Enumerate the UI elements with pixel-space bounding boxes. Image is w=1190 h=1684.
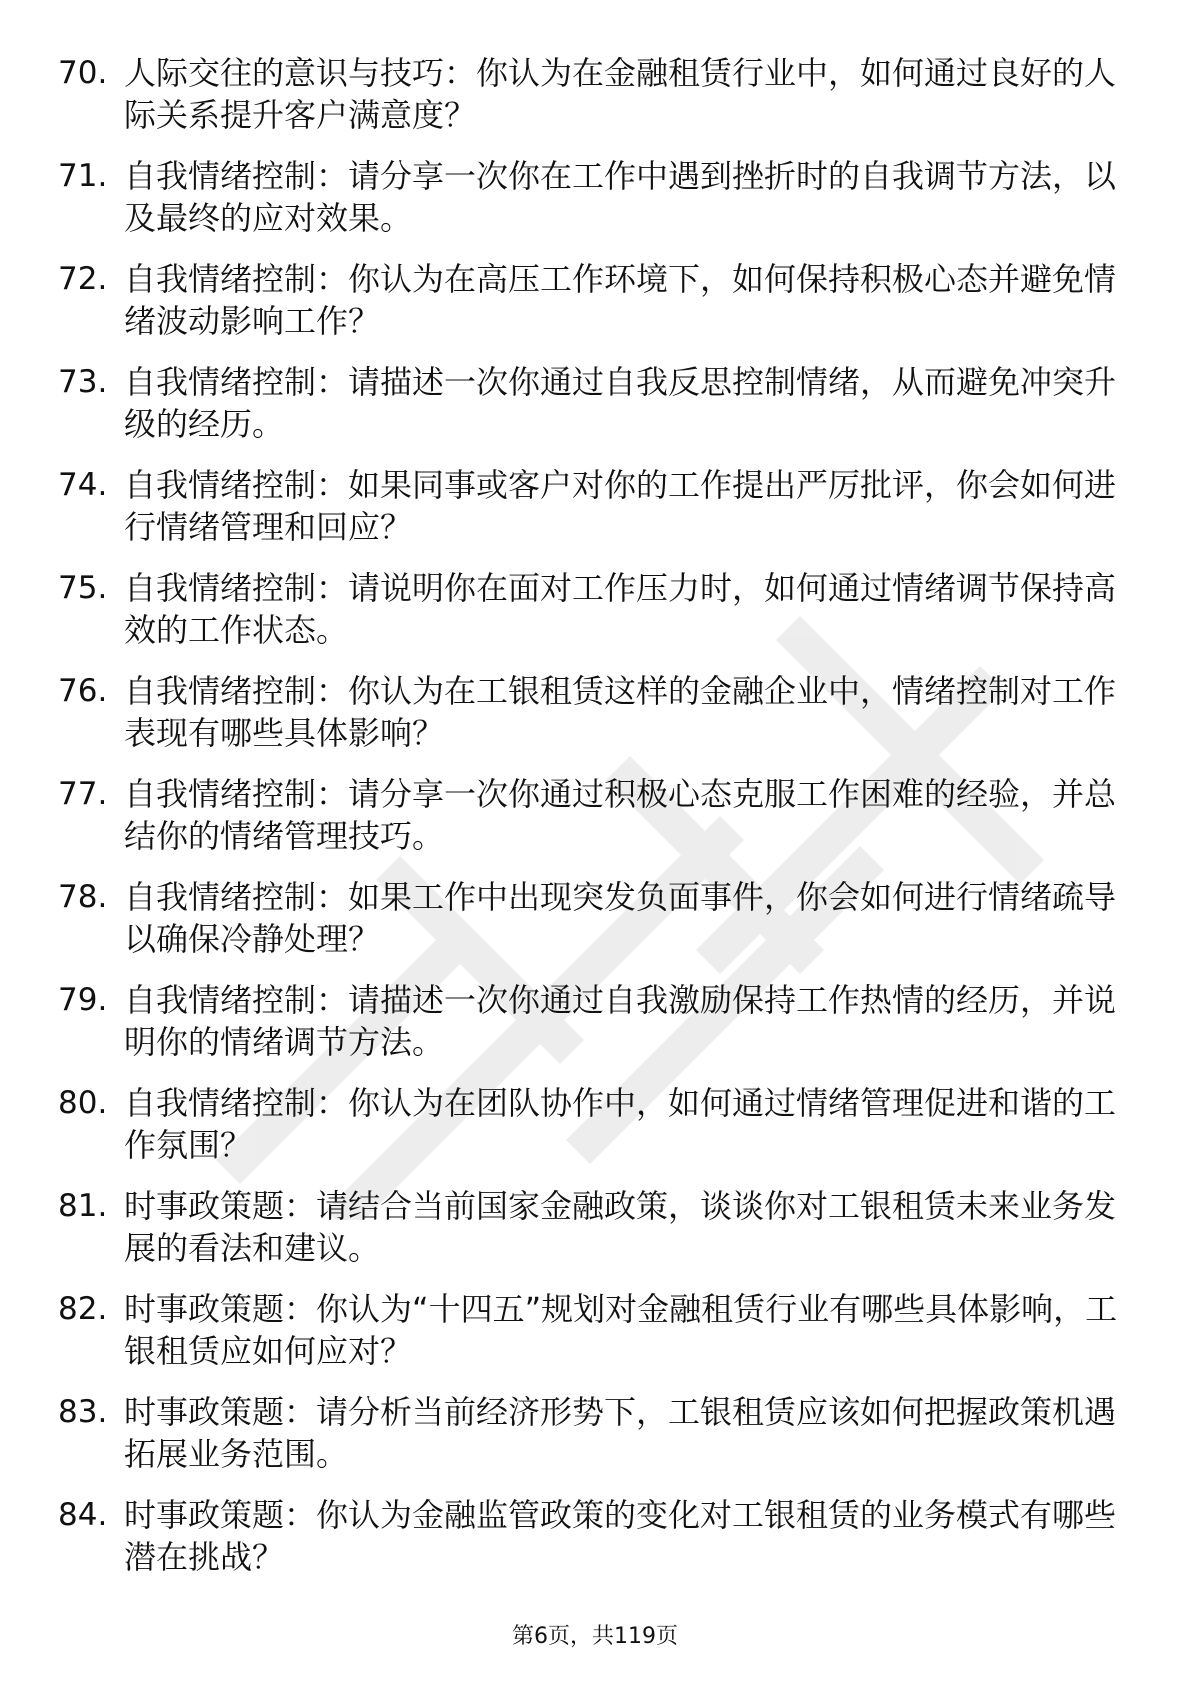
question-number: 82. bbox=[58, 1291, 108, 1327]
question-number: 76. bbox=[58, 673, 108, 709]
list-item bbox=[58, 979, 1118, 1082]
question-text: 自我情绪控制：请分享一次你在工作中遇到挫折时的自我调节方法，以及最终的应对效果。 bbox=[124, 157, 1117, 237]
question-number: 83. bbox=[58, 1394, 108, 1430]
list-item bbox=[58, 773, 1118, 876]
question-text: 时事政策题：你认为“十四五”规划对金融租赁行业有哪些具体影响，工银租赁应如何应对？ bbox=[124, 1290, 1118, 1370]
question-text: 时事政策题：请分析当前经济形势下，工银租赁应该如何把握政策机遇拓展业务范围。 bbox=[124, 1393, 1117, 1473]
list-item bbox=[58, 567, 1118, 670]
list-item bbox=[58, 52, 1118, 155]
question-text: 自我情绪控制：请说明你在面对工作压力时，如何通过情绪调节保持高效的工作状态。 bbox=[124, 569, 1117, 649]
list-item bbox=[58, 464, 1118, 567]
list-item bbox=[58, 155, 1118, 258]
list-item bbox=[58, 1391, 1118, 1494]
question-number: 78. bbox=[58, 879, 108, 915]
question-number: 72. bbox=[58, 261, 108, 297]
question-text: 自我情绪控制：请分享一次你通过积极心态克服工作困难的经验，并总结你的情绪管理技巧。 bbox=[124, 775, 1117, 855]
question-list bbox=[58, 52, 1118, 1597]
question-number: 81. bbox=[58, 1188, 108, 1224]
list-item bbox=[58, 361, 1118, 464]
question-text: 自我情绪控制：你认为在工银租赁这样的金融企业中，情绪控制对工作表现有哪些具体影响？ bbox=[124, 672, 1117, 752]
question-text: 自我情绪控制：请描述一次你通过自我反思控制情绪，从而避免冲突升级的经历。 bbox=[124, 363, 1117, 443]
question-text: 自我情绪控制：你认为在高压工作环境下，如何保持积极心态并避免情绪波动影响工作？ bbox=[124, 260, 1117, 340]
question-number: 77. bbox=[58, 776, 108, 812]
list-item bbox=[58, 670, 1118, 773]
list-item bbox=[58, 1288, 1118, 1391]
question-text: 自我情绪控制：请描述一次你通过自我激励保持工作热情的经历，并说明你的情绪调节方法。 bbox=[124, 981, 1117, 1061]
question-number: 84. bbox=[58, 1497, 108, 1533]
question-number: 71. bbox=[58, 158, 108, 194]
list-item bbox=[58, 1494, 1118, 1597]
question-text: 时事政策题：你认为金融监管政策的变化对工银租赁的业务模式有哪些潜在挑战？ bbox=[124, 1496, 1117, 1576]
question-text: 人际交往的意识与技巧：你认为在金融租赁行业中，如何通过良好的人际关系提升客户满意度？ bbox=[124, 54, 1117, 134]
question-number: 75. bbox=[58, 570, 108, 606]
list-item bbox=[58, 876, 1118, 979]
question-text: 自我情绪控制：如果同事或客户对你的工作提出严厉批评，你会如何进行情绪管理和回应？ bbox=[124, 466, 1117, 546]
list-item bbox=[58, 1082, 1118, 1185]
list-item bbox=[58, 258, 1118, 361]
question-text: 自我情绪控制：如果工作中出现突发负面事件，你会如何进行情绪疏导以确保冷静处理？ bbox=[124, 878, 1117, 958]
question-number: 74. bbox=[58, 467, 108, 503]
question-number: 73. bbox=[58, 364, 108, 400]
question-number: 79. bbox=[58, 982, 108, 1018]
page-number-footer: 第6页，共119页 bbox=[512, 1624, 678, 1649]
question-number: 70. bbox=[58, 55, 108, 91]
question-text: 自我情绪控制：你认为在团队协作中，如何通过情绪管理促进和谐的工作氛围？ bbox=[124, 1084, 1117, 1164]
list-item bbox=[58, 1185, 1118, 1288]
question-number: 80. bbox=[58, 1085, 108, 1121]
question-text: 时事政策题：请结合当前国家金融政策，谈谈你对工银租赁未来业务发展的看法和建议。 bbox=[124, 1187, 1117, 1267]
